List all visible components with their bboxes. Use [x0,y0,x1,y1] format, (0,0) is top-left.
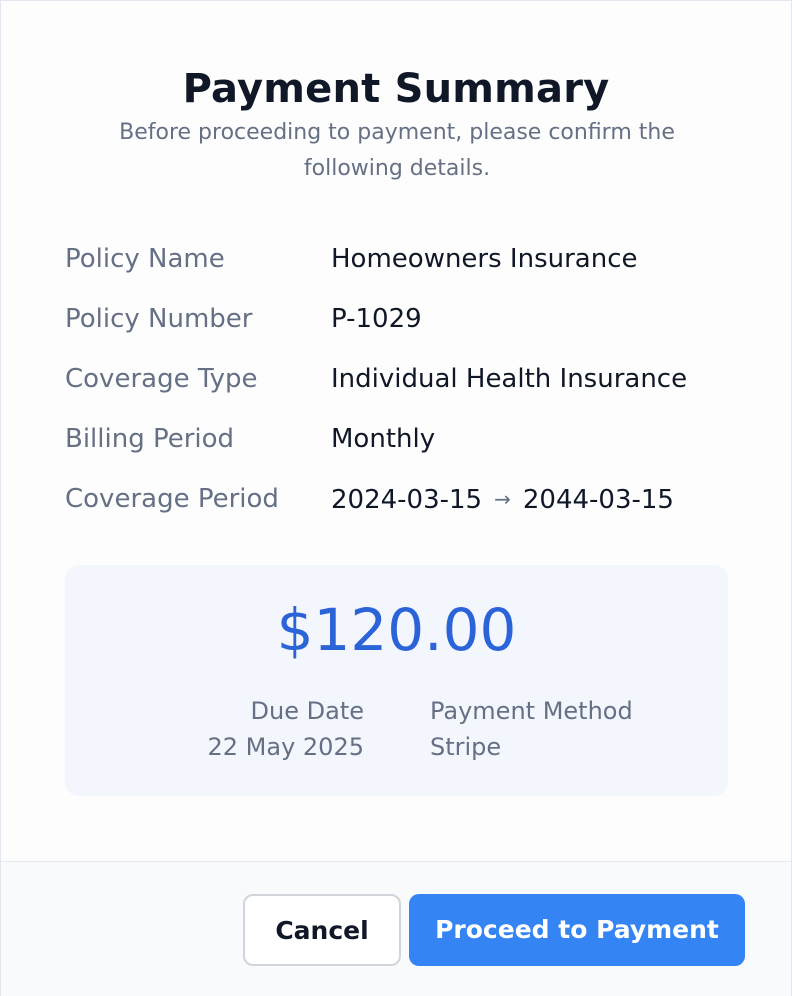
detail-value: Individual Health Insurance [331,364,688,394]
detail-row-policy-number [65,295,745,355]
proceed-to-payment-button[interactable]: Proceed to Payment [409,894,745,966]
detail-value: P-1029 [331,304,422,334]
cancel-button[interactable]: Cancel [243,894,401,966]
payment-method-value: Stripe [430,733,502,761]
policy-details [65,235,745,535]
detail-row-billing-period [65,415,745,475]
dialog-footer [1,861,791,996]
detail-value: Monthly [331,424,436,454]
coverage-end-date: 2044-03-15 [522,485,674,515]
coverage-period-value [331,477,674,522]
detail-value: Homeowners Insurance [331,244,638,274]
payment-method-block [430,693,633,765]
coverage-start-date: 2024-03-15 [331,485,483,515]
due-date-value: 22 May 2025 [207,733,364,761]
detail-label: Policy Name [65,244,225,274]
due-date-label: Due Date [250,697,364,725]
detail-row-coverage-period [65,475,745,535]
dialog-subtitle: Before proceeding to payment, please confirm the following details. [119,120,675,181]
detail-row-policy-name [65,235,745,295]
detail-label: Coverage Period [65,484,279,514]
due-date-block [208,693,365,765]
payment-method-label: Payment Method [430,697,633,725]
detail-row-coverage-type [65,355,745,415]
dialog-title: Payment Summary [182,66,610,112]
detail-label: Coverage Type [65,364,258,394]
detail-label: Billing Period [65,424,235,454]
amount-due: $120.00 [276,596,517,664]
detail-label: Policy Number [65,304,253,334]
arrow-right-icon: → [494,487,511,511]
amount-card [65,565,728,796]
